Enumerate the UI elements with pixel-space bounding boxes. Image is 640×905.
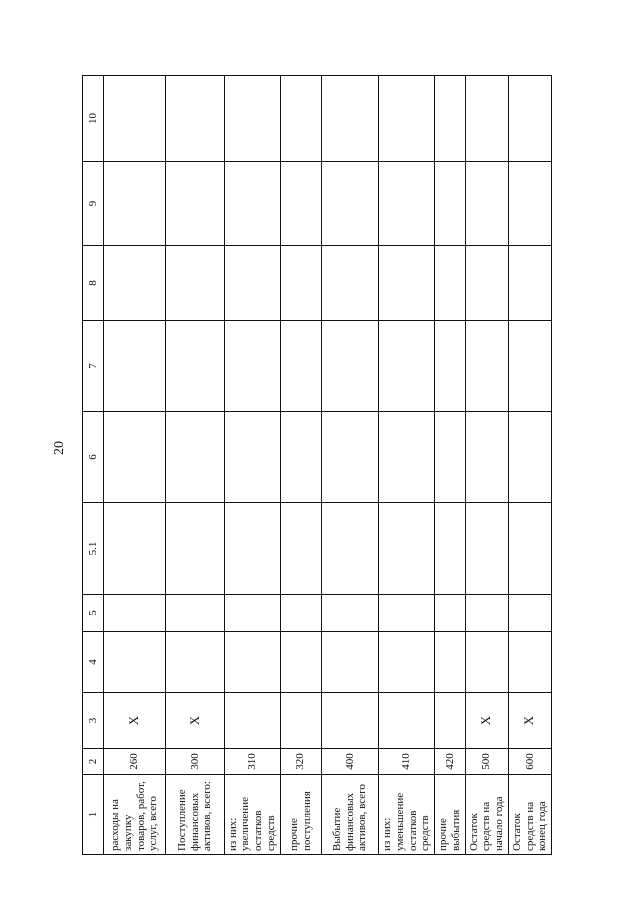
row-label: Остаток средств на конец года <box>508 775 551 855</box>
table-cell <box>465 632 508 693</box>
table-cell <box>224 76 280 162</box>
table-cell <box>280 595 321 632</box>
cell-col3 <box>224 693 280 749</box>
rotated-table-wrapper <box>82 25 552 855</box>
table-cell <box>435 412 465 503</box>
table-row <box>465 25 508 855</box>
table-row <box>435 25 465 855</box>
table-cell <box>465 595 508 632</box>
table-cell <box>508 246 551 321</box>
table-cell <box>166 595 224 632</box>
table-header-cell: 4 <box>83 632 104 693</box>
table-row <box>378 25 434 855</box>
table-cell <box>378 162 434 246</box>
table-cell <box>465 412 508 503</box>
table-cell <box>166 503 224 595</box>
table-row <box>166 25 224 855</box>
table-header-cell: 10 <box>83 76 104 162</box>
table-cell <box>104 162 166 246</box>
table-cell <box>321 76 378 162</box>
table-cell <box>166 321 224 412</box>
row-label: прочие выбытия <box>435 775 465 855</box>
table-header-row <box>83 25 104 855</box>
table-cell <box>321 595 378 632</box>
table-cell <box>465 162 508 246</box>
table-cell <box>508 321 551 412</box>
table-header-cell: 2 <box>83 749 104 775</box>
table-cell <box>378 76 434 162</box>
row-code: 500 <box>465 749 508 775</box>
cell-col3: X <box>104 693 166 749</box>
table-cell <box>280 246 321 321</box>
table-cell <box>435 632 465 693</box>
table-cell <box>321 632 378 693</box>
table-cell <box>508 76 551 162</box>
row-code: 420 <box>435 749 465 775</box>
row-label: Выбытие финансовых активов, всего <box>321 775 378 855</box>
row-code: 410 <box>378 749 434 775</box>
table-row <box>508 25 551 855</box>
row-code: 310 <box>224 749 280 775</box>
table-cell <box>378 595 434 632</box>
table-cell <box>321 503 378 595</box>
table-cell <box>435 246 465 321</box>
table-cell <box>104 503 166 595</box>
cell-col3 <box>321 693 378 749</box>
table-cell <box>435 162 465 246</box>
row-label: прочие поступления <box>280 775 321 855</box>
table-cell <box>465 76 508 162</box>
table-cell <box>378 632 434 693</box>
table-cell <box>465 321 508 412</box>
row-label: из них: уменьшение остатков средств <box>378 775 434 855</box>
table-header-cell: 9 <box>83 162 104 246</box>
table-cell <box>280 503 321 595</box>
table-header-cell: 7 <box>83 321 104 412</box>
table-cell <box>508 632 551 693</box>
table-cell <box>104 412 166 503</box>
row-label: Остаток средств на начало года <box>465 775 508 855</box>
table-cell <box>166 412 224 503</box>
cell-col3 <box>378 693 434 749</box>
table-header-cell: 5 <box>83 595 104 632</box>
table-cell <box>508 412 551 503</box>
table-cell <box>166 76 224 162</box>
table-cell <box>435 76 465 162</box>
table-cell <box>321 246 378 321</box>
table-cell <box>280 162 321 246</box>
table-cell <box>378 503 434 595</box>
table-cell <box>321 162 378 246</box>
table-cell <box>224 632 280 693</box>
cell-col3 <box>280 693 321 749</box>
cell-col3 <box>435 693 465 749</box>
table-cell <box>435 503 465 595</box>
table-cell <box>321 412 378 503</box>
row-label: из них: увеличение остатков средств <box>224 775 280 855</box>
row-code: 260 <box>104 749 166 775</box>
row-code: 600 <box>508 749 551 775</box>
table-cell <box>166 162 224 246</box>
table-cell <box>435 595 465 632</box>
table-cell <box>280 321 321 412</box>
table-row <box>224 25 280 855</box>
table-cell <box>166 246 224 321</box>
row-label: расходы на закупку товаров, работ, услуг, всего <box>104 775 166 855</box>
table-cell <box>280 632 321 693</box>
table-cell <box>224 321 280 412</box>
page-number: 20 <box>52 441 67 455</box>
table-cell <box>465 246 508 321</box>
table-cell <box>465 503 508 595</box>
row-code: 400 <box>321 749 378 775</box>
table-cell <box>378 321 434 412</box>
table-cell <box>224 595 280 632</box>
table-row <box>280 25 321 855</box>
table-header-cell: 8 <box>83 246 104 321</box>
table-cell <box>224 162 280 246</box>
table-header-cell: 1 <box>83 775 104 855</box>
table-cell <box>280 76 321 162</box>
row-code: 320 <box>280 749 321 775</box>
table-cell <box>104 595 166 632</box>
table-cell <box>224 412 280 503</box>
table-row <box>104 25 166 855</box>
table-cell <box>508 162 551 246</box>
table-header-cell: 5.1 <box>83 503 104 595</box>
cell-col3: X <box>508 693 551 749</box>
table-cell <box>224 503 280 595</box>
table-cell <box>224 246 280 321</box>
table-cell <box>508 595 551 632</box>
table-cell <box>378 412 434 503</box>
table-row <box>321 25 378 855</box>
cell-col3: X <box>166 693 224 749</box>
table-header-cell: 3 <box>83 693 104 749</box>
table-cell <box>435 321 465 412</box>
table-cell <box>280 412 321 503</box>
table-header-cell: 6 <box>83 412 104 503</box>
table-cell <box>104 632 166 693</box>
table-cell <box>104 321 166 412</box>
table-cell <box>166 632 224 693</box>
row-code: 300 <box>166 749 224 775</box>
table-cell <box>321 321 378 412</box>
table-cell <box>508 503 551 595</box>
row-label: Поступление финансовых активов, всего: <box>166 775 224 855</box>
table-cell <box>104 76 166 162</box>
cell-col3: X <box>465 693 508 749</box>
table-cell <box>378 246 434 321</box>
table-cell <box>104 246 166 321</box>
financial-plan-table <box>82 24 552 855</box>
